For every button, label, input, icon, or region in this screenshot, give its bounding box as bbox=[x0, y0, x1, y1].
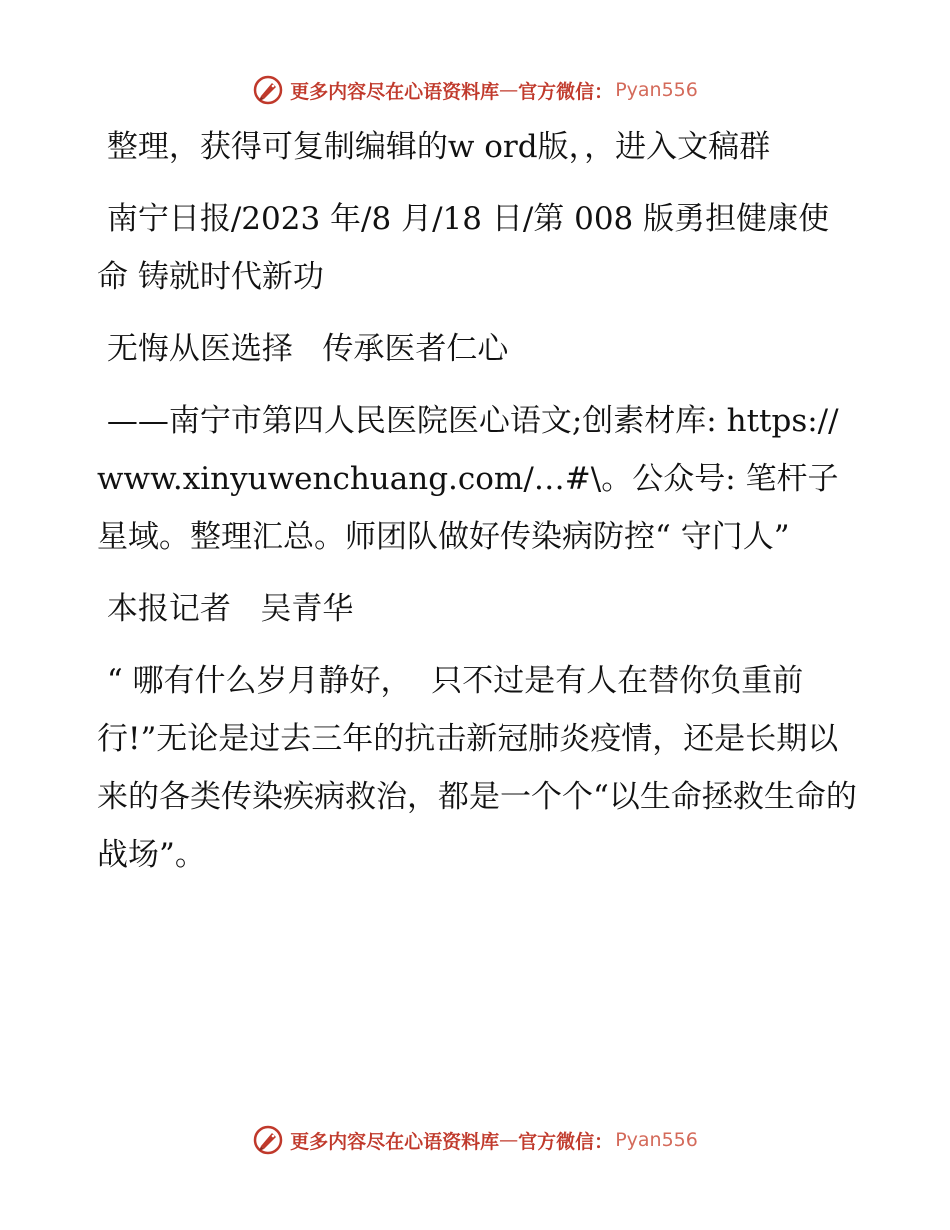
paragraph-subheadline: ——南宁市第四人民医院医心语文;创素材库: https://www.xinyuwenchuang.com/…#\。公众号: 笔杆子星域。整理汇总。师团队做好传染病防控“ 守门人” bbox=[97, 403, 839, 555]
footer-banner bbox=[0, 1120, 950, 1160]
banner-text: 更多内容尽在心语资料库 bbox=[290, 1130, 500, 1153]
banner-wechat-label: 官方微信： bbox=[518, 1130, 614, 1153]
pen-nib-logo-icon bbox=[252, 74, 284, 106]
paragraph-source: 南宁日报/2023 年/8 月/18 日/第 008 版勇担健康使命 铸就时代新功 bbox=[97, 201, 830, 295]
header-banner bbox=[0, 70, 950, 110]
paragraph-headline: 无悔从医选择 传承医者仁心 bbox=[97, 331, 509, 367]
paragraph-byline: 本报记者 吴青华 bbox=[97, 591, 354, 627]
banner-dash: — bbox=[499, 1129, 519, 1151]
paragraph-intro: 整理，获得可复制编辑的w ord版，，进入文稿群 bbox=[97, 129, 771, 165]
pen-nib-logo-icon bbox=[252, 1124, 284, 1156]
banner-text: 更多内容尽在心语资料库 bbox=[290, 80, 500, 103]
document-body bbox=[97, 118, 857, 898]
paragraph-body: “ 哪有什么岁月静好， 只不过是有人在替你负重前行!”无论是过去三年的抗击新冠肺炎疫情，还是长期以来的各类传染疾病救治，都是一个个“以生命拯救生命的战场”。 bbox=[97, 663, 857, 873]
banner-wechat-id: Pyan556 bbox=[615, 1129, 698, 1151]
banner-dash: — bbox=[499, 79, 519, 101]
banner-wechat-id: Pyan556 bbox=[615, 79, 698, 101]
banner-wechat-label: 官方微信： bbox=[518, 80, 614, 103]
